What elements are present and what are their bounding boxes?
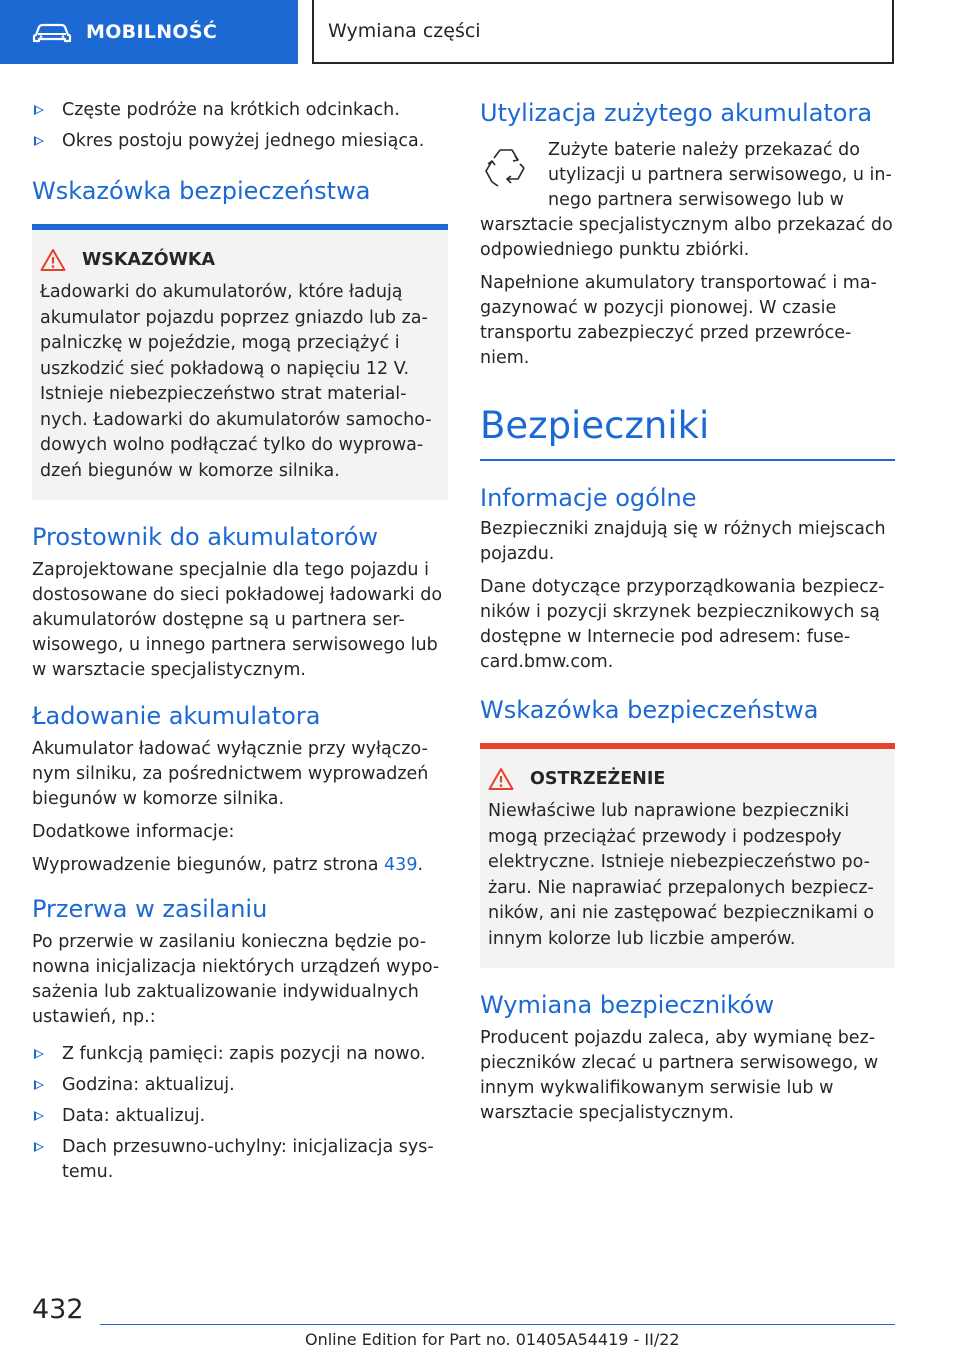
section-heading-safety: Wskazówka bezpieczeństwa (32, 177, 371, 205)
bullet-arrow-icon (34, 1080, 44, 1090)
list-item: Data: aktualizuj. (32, 1104, 448, 1129)
warning-header (488, 767, 881, 791)
section-heading-fuse-safety: Wskazówka bezpieczeństwa (480, 696, 819, 724)
section-heading-charging: Ładowanie akumulatora (32, 702, 321, 730)
page-number: 432 (32, 1294, 84, 1325)
header-section-tab (0, 0, 298, 64)
footer-edition: Online Edition for Part no. 01405A54419 - II/22 (305, 1330, 680, 1349)
rectifier-text: Zaprojektowane specjalnie dla tego pojazdu i dostosowane do sieci pokładowej ładowarki do akumulatorów dostępne są u partnera ser-wisowego, u innego partnera serwisowego lub w warsztacie specjalistycznym. (32, 560, 443, 680)
chapter-heading-fuses: Bezpieczniki (480, 403, 895, 461)
bullet-arrow-icon (34, 1142, 44, 1152)
bullet-list-top (32, 98, 448, 154)
section-heading-power-outage: Przerwa w zasilaniu (32, 895, 268, 923)
footer-divider (100, 1324, 895, 1325)
list-item: Godzina: aktualizuj. (32, 1073, 448, 1098)
charging-text: Akumulator ładować wyłącznie przy wyłączo-nym silniku, za pośrednictwem wyprowadzeń biegunów w komorze silnika. (32, 739, 429, 809)
bullet-list-outage (32, 1042, 448, 1185)
page-link-439[interactable]: 439 (384, 855, 418, 875)
disposal-text: Zużyte baterie należy przekazać do utylizacji u partnera serwisowego, u in-nego partnera serwisowego lub w warsztacie specjalistycznym albo przekazać do odpowiedniego punktu zbiórki. (480, 140, 893, 260)
replace-fuses-text: Producent pojazdu zaleca, aby wymianę bez-pieczników zlecać u partnera serwisowego, w innym wykwalifikowanym serwisie lub w warsztacie specjalistycznym. (480, 1028, 879, 1123)
warning-triangle-icon (488, 767, 514, 791)
recycle-icon (480, 142, 532, 194)
general-text-1: Bezpieczniki znajdują się w różnych miejscach pojazdu. (480, 519, 886, 564)
list-item: Z funkcją pamięci: zapis pozycji na nowo. (32, 1042, 448, 1067)
header-chapter (312, 0, 894, 64)
notice-header (40, 248, 434, 272)
bullet-arrow-icon (34, 1049, 44, 1059)
section-heading-disposal: Utylizacja zużytego akumulatora (480, 99, 873, 127)
list-item: Okres postoju powyżej jednego miesiąca. (32, 129, 448, 154)
left-column (32, 98, 448, 1191)
warning-box (480, 743, 895, 968)
warning-label: OSTRZEŻENIE (530, 769, 666, 789)
list-item: Dach przesuwno-uchylny: inicjalizacja sys-temu. (32, 1135, 448, 1185)
warning-text: Niewłaściwe lub naprawione bezpieczniki mogą przeciążać przewody i podzespoły elektryczne. Istnieje niebezpieczeństwo po-żaru. Nie naprawiać przepalonych bezpiecz-ników, ani nie zastępować bezpiecznikami o innym kolorze lub liczbie amperów. (488, 801, 875, 949)
transport-text: Napełnione akumulatory transportować i ma-gazynować w pozycji pionowej. W czasie transportu zabezpieczyć przed przewróce-niem. (480, 273, 877, 368)
power-outage-text: Po przerwie w zasilaniu konieczna będzie po-nowna inicjalizacja niektórych urządzeń wypo-sażenia lub zaktualizowanie indywidualnych ustawień, np.: (32, 932, 440, 1027)
notice-box (32, 224, 448, 500)
section-heading-replace-fuses: Wymiana bezpieczników (480, 991, 775, 1019)
more-info-label: Dodatkowe informacje: (32, 822, 235, 842)
car-icon (32, 21, 72, 43)
notice-text: Ładowarki do akumulatorów, które ładują akumulator pojazdu poprzez gniazdo lub za-palniczkę w pojeździe, mogą przeciążyć i uszkodzić sieć pokładową o napięciu 12 V. Istnieje niebezpieczeństwo strat material-nych. Ładowarki do akumulatorów samocho-dowych wolno podłączać tylko do wyprowa-dzeń biegunów w komorze silnika. (40, 282, 432, 481)
warning-triangle-icon (40, 248, 66, 272)
bullet-arrow-icon (34, 1111, 44, 1121)
disposal-block (480, 138, 895, 263)
right-column (480, 98, 895, 1134)
notice-label: WSKAZÓWKA (82, 250, 215, 270)
section-heading-general: Informacje ogólne (480, 484, 697, 512)
header-chapter-label: Wymiana części (328, 20, 481, 42)
general-text-2: Dane dotyczące przyporządkowania bezpiecz-ników i pozycji skrzynek bezpiecznikowych są dostępne w Internecie pod adresem: fuse-card.bmw.com. (480, 577, 885, 672)
terminals-reference: Wyprowadzenie biegunów, patrz strona 439. (32, 855, 424, 875)
section-heading-rectifier: Prostownik do akumulatorów (32, 523, 379, 551)
header-section-label: MOBILNOŚĆ (86, 21, 218, 43)
list-item: Częste podróże na krótkich odcinkach. (32, 98, 448, 123)
bullet-arrow-icon (34, 136, 44, 146)
bullet-arrow-icon (34, 105, 44, 115)
